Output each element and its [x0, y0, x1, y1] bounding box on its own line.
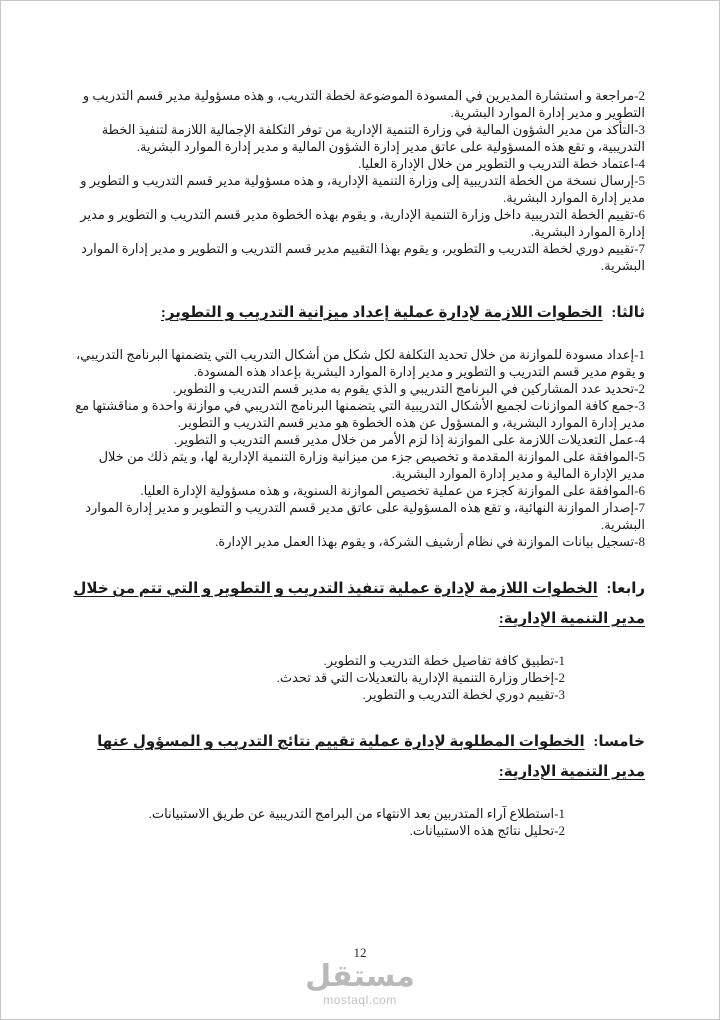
list-item: 3-تقييم دوري لخطة التدريب و التطوير.: [362, 687, 565, 702]
page-number: 12: [353, 945, 367, 960]
section-title: الخطوات اللازمة لإدارة عملية تنفيذ التدريب و التطوير و التي تتم من خلال مدير التنمية الإدارية:: [73, 581, 645, 627]
list-item: 5-الموافقة على الموازنة المقدمة و تخصيص جزء من ميزانية وزارة التنمية الإدارية لها، و يتم ذلك من خلال مدير الإدارة المالية و مدير إدارة الموارد البشرية.: [98, 449, 645, 481]
list-item: 8-تسجيل بيانات الموازنة في نظام أرشيف الشركة، و يقوم بهذا العمل مدير الإدارة.: [215, 534, 645, 549]
section-heading-fifth: [73, 727, 645, 787]
list-item: 2-إخطار وزارة التنمية الإدارية بالتعديلات التي قد تحدث.: [276, 670, 565, 685]
section-fourth-list: [73, 652, 645, 703]
list-item: 2-مراجعة و استشارة المديرين في المسودة الموضوعة لخطة التدريب، و هذه مسؤولية مدير قسم التدريب و التطوير و مدير إدارة الموارد البشرية.: [82, 88, 645, 120]
section-label: رابعا:: [606, 581, 645, 597]
section-third-list: [73, 346, 645, 550]
list-item: 4-عمل التعديلات اللازمة على الموازنة إذا لزم الأمر من خلال مدير قسم التدريب و التطوير.: [173, 432, 645, 447]
list-item: 7-تقييم دوري لخطة التدريب و التطوير، و يقوم بهذا التقييم مدير قسم التدريب و التطوير و مدير إدارة الموارد البشرية.: [81, 241, 645, 273]
document-content: [73, 87, 645, 839]
section-fifth-list: [73, 805, 645, 839]
list-item: 1-تطبيق كافة تفاصيل خطة التدريب و التطوير.: [323, 653, 565, 668]
section-label: ثالثا:: [611, 305, 645, 321]
section-title: الخطوات المطلوبة لإدارة عملية تقييم نتائج التدريب و المسؤول عنها مدير التنمية الإدارية:: [97, 734, 645, 780]
list-item: 6-تقييم الخطة التدريبية داخل وزارة التنمية الإدارية، و يقوم بهذه الخطوة مدير قسم التدريب و التطوير و مدير إدارة الموارد البشرية.: [80, 207, 645, 239]
section-title: الخطوات اللازمة لإدارة عملية إعداد ميزانية التدريب و التطوير:: [160, 305, 603, 321]
section-label: خامسا:: [593, 734, 645, 750]
intro-list: [73, 87, 645, 274]
list-item: 3-جمع كافة الموازنات لجميع الأشكال التدريبية التي يتضمنها البرنامج التدريبي في موازنة واحدة و مناقشتها مع مدير إدارة الموارد البشرية، و المسؤول عن هذه الخطوة هو مدير قسم التدريب و التطوير.: [75, 398, 645, 430]
list-item: 6-الموافقة على الموازنة كجزء من عملية تخصيص الموازنة السنوية، و هذه مسؤولية الإدارة العليا.: [140, 483, 645, 498]
list-item: 1-إعداد مسودة للموازنة من خلال تحديد التكلفة لكل شكل من أشكال التدريب التي يتضمنها البرنامج التدريبي، و يقوم مدير قسم التدريب و التطوير و مدير إدارة الموارد البشرية بإعداد هذه المسودة.: [75, 347, 645, 379]
list-item: 7-إصدار الموازنة النهائية، و تقع هذه المسؤولية على عاتق مدير قسم التدريب و التطوير و مدير إدارة الموارد البشرية.: [85, 500, 645, 532]
list-item: 4-اعتماد خطة التدريب و التطوير من خلال الإدارة العليا.: [358, 156, 645, 171]
list-item: 2-تحديد عدد المشاركين في البرنامج التدريبي و الذي يقوم به مدير قسم التدريب و التطوير.: [172, 381, 645, 396]
list-item: 3-التأكد من مدير الشؤون المالية في وزارة التنمية الإدارية من توفر التكلفة الإجمالية اللازمة لتنفيذ الخطة التدريبية، و تقع هذه المسؤولية على عاتق مدير إدارة الشؤون المالية و مدير إدارة الموارد البشرية.: [101, 122, 645, 154]
section-heading-fourth: [73, 574, 645, 634]
mostaql-watermark-domain: mostaql.com: [323, 993, 397, 1007]
list-item: 2-تحليل نتائج هذه الاستبيانات.: [409, 823, 565, 838]
list-item: 5-إرسال نسخة من الخطة التدريبية إلى وزارة التنمية الإدارية، و هذه مسؤولية مدير قسم التدريب و التطوير و مدير إدارة الموارد البشرية.: [80, 173, 645, 205]
page-footer: [1, 945, 719, 1007]
list-item: 1-استطلاع آراء المتدربين بعد الانتهاء من البرامج التدريبية عن طريق الاستبيانات.: [148, 806, 565, 821]
section-heading-third: [73, 298, 645, 328]
mostaql-watermark-logo: مستقل: [305, 959, 415, 994]
